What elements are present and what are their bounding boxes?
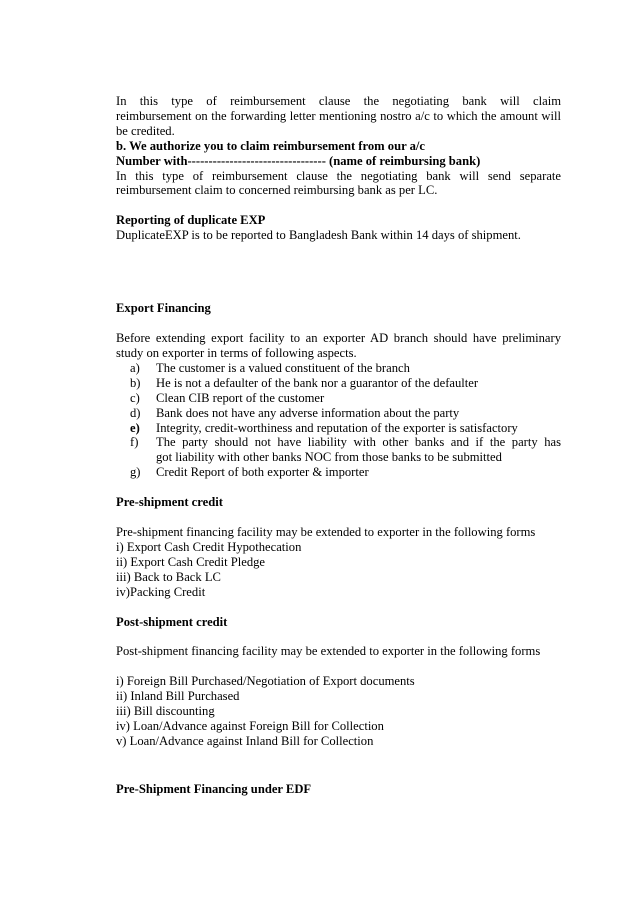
list-marker: b) <box>130 375 141 390</box>
list-item-text: The customer is a valued constituent of the branch <box>156 360 410 375</box>
list-item: iv)Packing Credit <box>116 584 206 599</box>
list-marker: f) <box>130 435 139 450</box>
list-item-text: Clean CIB report of the customer <box>156 390 325 405</box>
heading-export-financing: Export Financing <box>116 301 211 316</box>
heading-edf: Pre-Shipment Financing under EDF <box>116 781 312 796</box>
list-item <box>116 406 561 421</box>
pre-shipment-intro: Pre-shipment financing facility may be extended to exporter in the following forms <box>116 525 536 540</box>
list-item <box>116 376 561 391</box>
heading-post-shipment: Post-shipment credit <box>116 614 228 629</box>
list-item: iii) Bill discounting <box>116 704 215 719</box>
list-item-text: He is not a defaulter of the bank nor a guarantor of the defaulter <box>156 375 479 390</box>
list-item-text: Integrity, credit-worthiness and reputation of the exporter is satisfactory <box>156 420 518 435</box>
list-item-text-continued: got liability with other banks NOC from those banks to be submitted <box>156 450 502 465</box>
list-item-text: Credit Report of both exporter & importer <box>156 465 369 480</box>
document-body <box>116 94 561 797</box>
list-marker: e) <box>130 420 140 435</box>
text-line: reimbursement on the forwarding letter mentioning nostro a/c to which the amount will <box>116 108 561 123</box>
pre-shipment-forms <box>116 540 561 600</box>
text-line: In this type of reimbursement clause the negotiating bank will send separate <box>116 168 561 183</box>
list-item <box>116 361 561 376</box>
heading-pre-shipment: Pre-shipment credit <box>116 495 223 510</box>
list-item: i) Foreign Bill Purchased/Negotiation of Export documents <box>116 674 415 689</box>
list-item: iv) Loan/Advance against Foreign Bill for Collection <box>116 719 384 734</box>
list-item: i) Export Cash Credit Hypothecation <box>116 539 302 554</box>
list-item: v) Loan/Advance against Inland Bill for Collection <box>116 734 374 748</box>
text-line: be credited. <box>116 123 175 138</box>
post-shipment-forms <box>116 674 561 749</box>
list-item-text: Bank does not have any adverse information about the party <box>156 405 460 420</box>
list-item: iii) Back to Back LC <box>116 569 221 584</box>
list-item <box>116 421 561 436</box>
list-item <box>116 435 561 465</box>
text-line: Before extending export facility to an exporter AD branch should have preliminary <box>116 331 561 346</box>
paragraph-separate-claim <box>116 169 561 199</box>
paragraph-reimbursement-claim <box>116 94 561 139</box>
text-line: reimbursement claim to concerned reimbursing bank as per LC. <box>116 183 438 198</box>
list-item: ii) Inland Bill Purchased <box>116 689 240 704</box>
list-marker: d) <box>130 405 141 420</box>
duplicate-exp-text: DuplicateEXP is to be reported to Bangladesh Bank within 14 days of shipment. <box>116 228 521 243</box>
heading-duplicate-exp: Reporting of duplicate EXP <box>116 213 266 228</box>
text-line: study on exporter in terms of following aspects. <box>116 345 357 360</box>
list-marker: c) <box>130 390 140 405</box>
list-item <box>116 465 561 480</box>
export-financing-intro <box>116 331 561 361</box>
list-item: ii) Export Cash Credit Pledge <box>116 554 266 569</box>
list-marker: a) <box>130 360 140 375</box>
post-shipment-intro: Post-shipment financing facility may be extended to exporter in the following forms <box>116 644 541 659</box>
list-item-text: The party should not have liability with other banks and if the party has <box>156 435 561 450</box>
aspects-list <box>116 361 561 480</box>
text-line: In this type of reimbursement clause the negotiating bank will claim <box>116 94 561 108</box>
bold-clause-line: Number with--------------------------------- (name of reimbursing bank) <box>116 153 481 168</box>
list-item <box>116 391 561 406</box>
list-marker: g) <box>130 465 141 480</box>
bold-clause-line: b. We authorize you to claim reimbursement from our a/c <box>116 138 425 153</box>
